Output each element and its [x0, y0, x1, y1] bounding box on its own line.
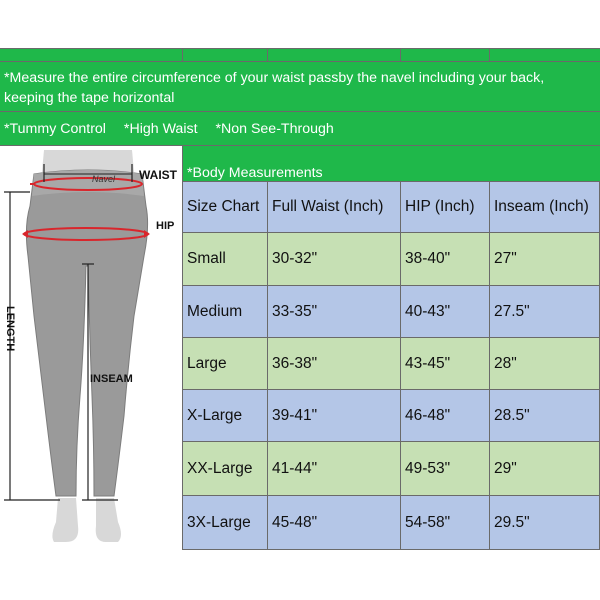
table-row [182, 286, 600, 338]
left-foot [52, 498, 78, 542]
divider [400, 49, 401, 61]
body-measurements-label [182, 146, 600, 182]
body-measurements-text: *Body Measurements [187, 165, 323, 181]
legging-shape [26, 170, 147, 496]
hip-cell: 38-40" [400, 233, 489, 285]
inseam-cell: 29.5" [489, 496, 600, 549]
torso-skin [42, 150, 134, 172]
size-cell: Small [182, 233, 267, 285]
length-label: LENGTH [4, 306, 16, 352]
size-cell: 3X-Large [182, 496, 267, 549]
header-strip [0, 48, 600, 62]
feature-non-see-through: *Non See-Through [215, 121, 334, 137]
size-chart-table [182, 182, 600, 550]
waist-cell: 30-32" [267, 233, 400, 285]
size-cell: XX-Large [182, 442, 267, 495]
navel-label: Navel [92, 174, 116, 184]
hip-cell: 40-43" [400, 286, 489, 337]
table-row [182, 496, 600, 550]
waist-cell: 39-41" [267, 390, 400, 441]
waist-cell: 45-48" [267, 496, 400, 549]
table-header-row [182, 182, 600, 233]
right-foot [96, 498, 121, 542]
hip-cell: 43-45" [400, 338, 489, 389]
inseam-cell: 28" [489, 338, 600, 389]
measure-note [0, 62, 600, 112]
inseam-cell: 27.5" [489, 286, 600, 337]
feature-tummy-control: *Tummy Control [4, 121, 106, 137]
waist-label: WAIST [139, 168, 177, 182]
table-row [182, 390, 600, 442]
hip-cell: 54-58" [400, 496, 489, 549]
table-row [182, 233, 600, 286]
features-row [0, 112, 600, 146]
size-cell: Medium [182, 286, 267, 337]
waist-cell: 36-38" [267, 338, 400, 389]
measure-note-text: *Measure the entire circumference of your waist passby the navel including your back, keeping the tape horizontal [4, 70, 545, 106]
inseam-cell: 29" [489, 442, 600, 495]
header-size-chart: Size Chart [182, 182, 267, 232]
divider [267, 49, 268, 61]
size-cell: Large [182, 338, 267, 389]
inseam-cell: 28.5" [489, 390, 600, 441]
header-full-waist: Full Waist (Inch) [267, 182, 400, 232]
hip-label: HIP [156, 220, 175, 232]
header-inseam: Inseam (Inch) [489, 182, 600, 232]
inseam-cell: 27" [489, 233, 600, 285]
table-row [182, 442, 600, 496]
divider [489, 49, 490, 61]
size-cell: X-Large [182, 390, 267, 441]
leggings-illustration [0, 146, 182, 550]
inseam-label: INSEAM [90, 373, 133, 385]
feature-high-waist: *High Waist [123, 121, 198, 137]
table-row [182, 338, 600, 390]
waist-cell: 41-44" [267, 442, 400, 495]
header-hip: HIP (Inch) [400, 182, 489, 232]
waist-cell: 33-35" [267, 286, 400, 337]
hip-cell: 49-53" [400, 442, 489, 495]
hip-cell: 46-48" [400, 390, 489, 441]
divider [182, 49, 183, 61]
